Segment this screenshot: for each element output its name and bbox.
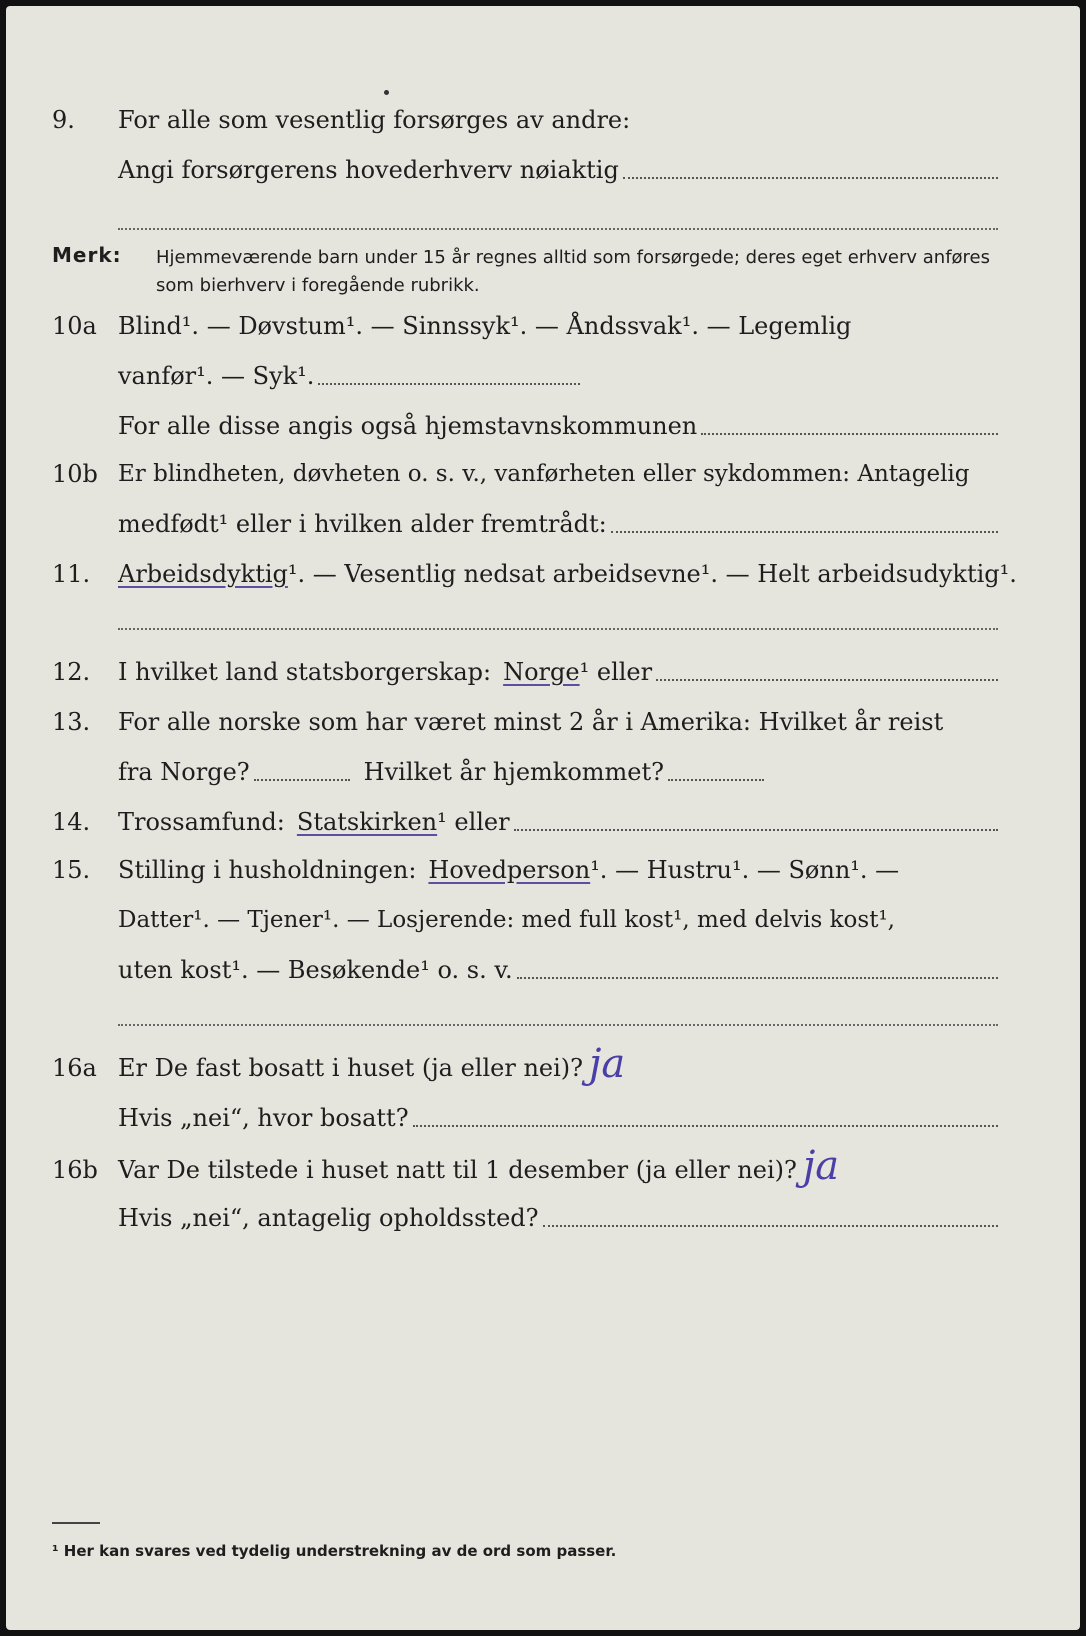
- q9-prompt: Angi forsørgerens hovederhverv nøiaktig: [118, 156, 619, 184]
- q16b-where-prompt: Hvis „nei“, antagelig opholdssted?: [118, 1204, 539, 1232]
- q12-prompt: I hvilket land statsborgerskap:: [118, 658, 492, 686]
- q10b-text: Er blindheten, døvheten o. s. v., vanførheten eller sykdommen: Antagelig: [118, 461, 970, 487]
- q13-return-prompt: Hvilket år hjemkommet?: [363, 758, 665, 786]
- q15-answer-field[interactable]: [517, 976, 998, 979]
- q16b-number: 16b: [52, 1156, 98, 1184]
- q16a-where-prompt: Hvis „nei“, hvor bosatt?: [118, 1104, 409, 1132]
- ink-dot: [384, 90, 389, 95]
- footnote-text: ¹ Her kan svares ved tydelig understrekning av de ord som passer.: [52, 1542, 617, 1560]
- q9-text: For alle som vesentlig forsørges av andre:: [118, 106, 631, 134]
- q9-number: 9.: [52, 106, 75, 134]
- q10a-line2: [52, 352, 998, 392]
- q9-line1: [52, 96, 998, 136]
- q13-number: 13.: [52, 708, 91, 736]
- q14-prompt: Trossamfund:: [118, 808, 285, 836]
- q10a-number: 10a: [52, 312, 97, 340]
- q10a-options-cont: vanfør¹. — Syk¹.: [118, 362, 315, 390]
- q13-return-field[interactable]: [668, 778, 764, 781]
- q10b-line2: [52, 500, 998, 540]
- q14-number: 14.: [52, 808, 91, 836]
- separator-line: [118, 628, 998, 630]
- q12-or: ¹ eller: [579, 658, 653, 686]
- q10a-line1: [52, 302, 998, 342]
- q13-text: For alle norske som har været minst 2 år i Amerika: Hvilket år reist: [118, 708, 944, 736]
- q13-line2: [52, 748, 998, 788]
- q14-selected-option[interactable]: Statskirken: [296, 808, 438, 836]
- q11-line: [52, 550, 1017, 590]
- q9-line2: [52, 146, 998, 186]
- q10b-prompt: medfødt¹ eller i hvilken alder fremtrådt:: [118, 510, 607, 538]
- q10a-answer-field[interactable]: [318, 382, 580, 385]
- q16a-where-field[interactable]: [413, 1124, 998, 1127]
- q10a-options: Blind¹. — Døvstum¹. — Sinnssyk¹. — Åndssvak¹. — Legemlig: [118, 312, 852, 340]
- q12-number: 12.: [52, 658, 91, 686]
- q16b-where-field[interactable]: [543, 1224, 998, 1227]
- q10b-line1: [52, 450, 998, 490]
- q12-selected-option[interactable]: Norge: [503, 658, 580, 686]
- q16a-handwritten-answer[interactable]: ja: [589, 1041, 626, 1087]
- q10b-number: 10b: [52, 460, 98, 488]
- q16a-line2: [52, 1094, 998, 1134]
- q12-answer-field[interactable]: [656, 678, 998, 681]
- q15-prompt: Stilling i husholdningen:: [118, 856, 417, 884]
- q9-answer-field[interactable]: [623, 176, 998, 179]
- q10a-home-prompt: For alle disse angis også hjemstavnskommunen: [118, 412, 698, 440]
- q15-selected-option[interactable]: Hovedperson: [428, 856, 591, 884]
- q13-departure-field[interactable]: [254, 778, 350, 781]
- note-label: Merk:: [52, 243, 122, 267]
- q16b-handwritten-answer[interactable]: ja: [802, 1143, 840, 1189]
- note-text: Hjemmeværende barn under 15 år regnes alltid som forsørgede; deres eget erhverv anføres som bierhverv i foregående rubrikk.: [156, 247, 991, 296]
- q16b-line1: [52, 1143, 998, 1189]
- q15-number: 15.: [52, 856, 91, 884]
- q10a-home-field[interactable]: [701, 432, 998, 435]
- q12-line: [52, 648, 998, 688]
- census-form-page: [6, 6, 1080, 1630]
- separator-line: [118, 1024, 998, 1026]
- q15-line2: [52, 896, 998, 936]
- q15-options: ¹. — Hustru¹. — Sønn¹. —: [590, 856, 900, 884]
- q16a-prompt: Er De fast bosatt i huset (ja eller nei)?: [118, 1054, 584, 1082]
- q15-line1: [52, 846, 998, 886]
- q16b-line2: [52, 1194, 998, 1234]
- q10b-answer-field[interactable]: [611, 530, 998, 533]
- q15-line3: [52, 946, 998, 986]
- q11-other-options: ¹. — Vesentlig nedsat arbeidsevne¹. — Helt arbeidsudyktig¹.: [287, 560, 1017, 588]
- q15-options-cont: Datter¹. — Tjener¹. — Losjerende: med full kost¹, med delvis kost¹,: [118, 907, 895, 933]
- separator-line: [118, 228, 998, 230]
- q11-number: 11.: [52, 560, 91, 588]
- q16a-line1: [52, 1041, 998, 1087]
- q14-or: ¹ eller: [437, 808, 510, 836]
- q16a-number: 16a: [52, 1054, 97, 1082]
- q14-line: [52, 798, 998, 838]
- q16b-prompt: Var De tilstede i huset natt til 1 desember (ja eller nei)?: [118, 1156, 797, 1184]
- footnote-rule: [52, 1522, 100, 1524]
- q14-answer-field[interactable]: [514, 828, 998, 831]
- q10a-line3: [52, 402, 998, 442]
- q13-line1: [52, 698, 998, 738]
- q13-departure-prompt: fra Norge?: [118, 758, 250, 786]
- q11-selected-option[interactable]: Arbeidsdyktig: [118, 560, 288, 588]
- q15-options-end: uten kost¹. — Besøkende¹ o. s. v.: [118, 956, 513, 984]
